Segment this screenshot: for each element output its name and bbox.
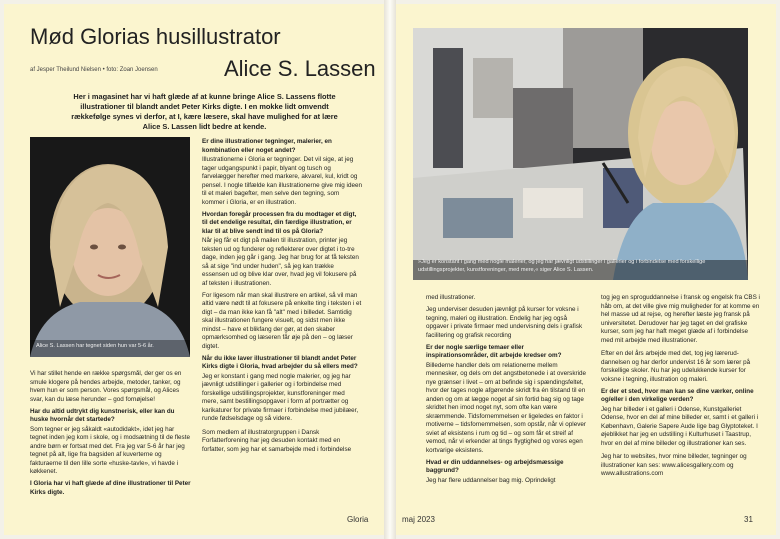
page-gutter [384,0,396,539]
byline: af Jesper Theilund Nielsen • foto: Zoan Joensen [30,67,158,73]
answer-paragraph: Når jeg får et digt på mailen til illustration, printer jeg teksten ud og funderer og reflekterer over digtet i to-tre dage, inden jeg går i gang. Jeg har brug for at få teksten så at sige "ind under huden", så jeg kan trække essensen ud og blive klar over, hvad jeg vil fokusere på af teksten i illustrationen. [202,237,359,287]
question: Er der nogle særlige temaer eller inspirationsområder, dit arbejde kredser om? [426,343,562,359]
portrait-photo [30,137,190,357]
answer-paragraph: Som tegner er jeg såkaldt «autodidakt», idet jeg har tegnet inden jeg kom i skole, og i modsætning til de fleste andre børn er fortsat med det. Fra jeg var 5-6 år har jeg tegnet på alt, lige fra bagsiden af kuverterne og fakturaerne til den lille sorte «huske-tavle», vi havde i køkkenet. [30,425,190,475]
left-page-column-2 [202,138,362,530]
right-page-column-1 [426,294,586,519]
question: Er der et sted, hvor man kan se dine værker, online og/eller i den virkelige verden? [601,387,754,403]
question: Hvad er din uddannelses- og arbejdsmæssige baggrund? [426,458,564,474]
answer-paragraph: med illustrationer. [426,294,476,301]
footer-magazine-name: Gloria [347,515,369,524]
question: Hvordan foregår processen fra du modtager et digt, til det endelige resultat, din færdige illustration, er klar til at blive sendt ind til os på Gloria? [202,210,357,235]
question: Når du ikke laver illustrationer til blandt andet Peter Kirks digte i Gloria, hvad arbejder du så ellers med? [202,354,358,370]
left-page-column-1 [30,370,192,520]
article-title: Mød Glorias husillustrator [30,24,281,49]
right-page-column-2 [601,294,761,519]
studio-photo [413,28,748,280]
intro-text: Her i magasinet har vi haft glæde af at kunne bringe Alice S. Lassens flotte illustrationer til blandt andet Peter Kirks digte. I en mokke lidt omvendt rækkefølge synes vi derfor, at I, kære læsere, skal have mulighed for at lære Alice S. Lassen lidt bedre at kende. [71,92,338,131]
answer-paragraph: Jeg har to websites, hvor mine billeder, tegninger og illustrationer kan ses: www.alicesgallery.com og www.allustrations.com [601,453,747,477]
page-number: 31 [744,515,753,524]
answer-paragraph: Jeg er konstant i gang med nogle malerier, og jeg har jævnligt udstillinger i gallerier og i forbindelse med forskellige udstillingsprojekter, kunstforeninger med mere, samt bestillingsopgaver i form af portrætter og karikaturer for private firmaer i forbindelse med jubilæer, runde fødselsdage og så videre. [202,372,359,422]
answer-paragraph: Illustrationerne i Gloria er tegninger. Det vil sige, at jeg tager udgangspunkt i papir, blyant og tusch og farvelægger herefter med markere, akvarel, kul, kridt og pensel. I nogle tilfælde kan illustrationerne give mig ideen til et maleri bagefter, men selve den tegning, som kommer i Gloria, er en illustration. [202,156,362,206]
footer-date: maj 2023 [402,515,435,524]
answer-paragraph: For ligesom når man skal illustrere en artikel, så vil man altid være nødt til at fokusere på enkelte ting i teksten i et digt – da man ikke kan få "alt" med i billedet. Samtidig skal illustrationen fungere visuelt, og sidst men ikke mindst – have et blikfang der gør, at den skaber opmærksomhed og læseren får øje på den – og læser digtet. [202,291,362,350]
question: Har du altid udtrykt dig kunstnerisk, eller kan du huske hvornår det startede? [30,407,175,423]
question: I Gloria har vi haft glæde af dine illustrationer til Peter Kirks digte. [30,480,191,496]
answer-paragraph: Vi har stillet hende en række spørgsmål, der ger os en smule klogere på hendes arbejde, metoder, tanker, og hvem hun er som person. Vores spørgsmål, og Alices svar, kan du læse herunder – god fornøjelse! [30,370,182,403]
left-page [4,4,384,535]
answer-paragraph: tog jeg en sproguddannelse i fransk og engelsk fra CBS i håb om, at det ville give mig muligheder for at komme en hel masse ud at rejse, og herefter læste jeg fransk på universitetet. Derudover har jeg taget en del grafiske kurser, som jeg har haft meget glæde af i forbindelse med mit arbejde med illustrationer. [601,294,760,344]
question: Er dine illustrationer tegninger, malerier, en kombination eller noget andet? [202,138,332,154]
answer-paragraph: Jeg underviser desuden jævnligt på kurser for voksne i tegning, maleri og illustration. Endelig har jeg også opgaver i private firmaer med undervisning dels i grafisk facilitering og grafisk recording [426,306,583,339]
answer-paragraph: Som medlem af illustratorgruppen i Dansk Forfatterforening har jeg desuden kontakt med en forfatter, som jeg har et samarbejde med i forbindelse [202,428,352,453]
right-page [396,4,776,535]
portrait-caption: Alice S. Lassen har tegnet siden hun var 5-6 år. [36,343,154,349]
answer-paragraph: Efter en del års arbejde med det, tog jeg lærerud-dannelsen og har derfor undervist 16 år som lærer på forskellige skoler. Nu har jeg udelukkende kurser for voksne i tegning, illustration og maleri. [601,350,751,383]
illustrator-name: Alice S. Lassen [224,56,376,81]
answer-paragraph: Jeg har billeder i et galleri i Odense, Kunstgalleriet Odense, hvor en del af mine billeder er, samt i et galleri i København, Galerie Sapere Aude lige bag Glyptoteket. I øjeblikket har jeg en udstilling i Kulturhuset i Taastrup, hvor en del af mine billeder og illustrationer kan ses. [601,405,759,447]
studio-caption: »Jeg er konstant i gang med nogle malerier, og jeg har jævnligt udstillinger i gallerier og i forbindelse med forskellige udstillingsprojekter, kunstforeninger, med mere,« siger Alice S. Lassen. [418,259,706,273]
answer-paragraph: Jeg har flere uddannelser bag mig. Oprindeligt [426,476,556,484]
answer-paragraph: Billederne handler dels om relationerne mellem mennesker, og dels om det angstbetonede i at overskride nye grænser i livet – om at befinde sig i spændingsfeltet, hvor der tages nogle afgørende skridt fra én tilstand til en anden og om at lægge noget af sin fortid bag sig og tage skridtet hen imod noget nyt, som ofte kan være skræmmende. Tidsfornemmelsen er ligeledes en faktor i motiverne – tidsfornemmelsen, som opstår, når vi oplever sviet af eksistens i rum og tid – og som får et streif af vemod, når vi erkender at tings flygtighed og vores egen kortvarige eksistens. [426,361,586,454]
